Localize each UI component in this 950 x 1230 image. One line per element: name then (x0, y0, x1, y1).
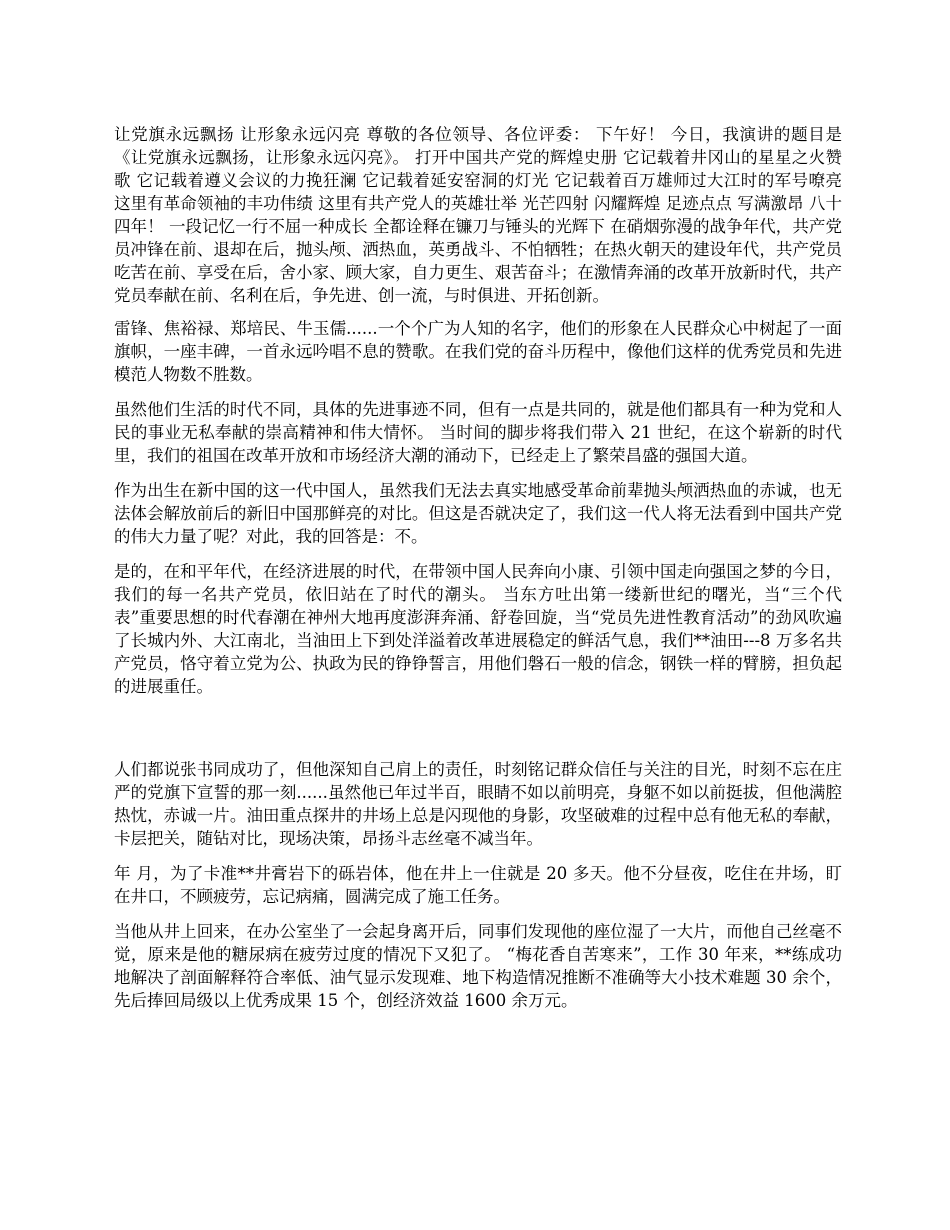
paragraph: 雷锋、焦裕禄、郑培民、牛玉儒......一个个广为人知的名字，他们的形象在人民群众心中树起了一面旗帜，一座丰碑，一首永远吟唱不息的赞歌。在我们党的奋斗历程中，像他们这样的优秀党员和先进模范人物数不胜数。 (114, 319, 842, 384)
paragraph: 虽然他们生活的时代不同，具体的先进事迹不同，但有一点是共同的，就是他们都具有一种为党和人民的事业无私奉献的崇高精神和伟大情怀。 当时间的脚步将我们带入 21 世纪，在这个崭新的时代里，我们的祖国在改革开放和市场经济大潮的涌动下，已经走上了繁荣昌盛的强国大道。 (114, 400, 842, 465)
document-body (114, 123, 842, 1024)
paragraph: 让党旗永远飘扬 让形象永远闪亮 尊敬的各位领导、各位评委： 下午好！ 今日，我演讲的题目是《让党旗永远飘扬，让形象永远闪亮》。 打开中国共产党的辉煌史册 它记载着井冈山的星星之火赞歌 它记载着遵义会议的力挽狂澜 它记载着延安窑洞的灯光 它记载着百万雄师过大江时的军号嘹亮 这里有革命领袖的丰功伟绩 这里有共产党人的英雄壮举 光芒四射 闪耀辉煌 足迹点点 写满激昂 八十四年！ 一段记忆一行不屈一种成长 全都诠释在镰刀与锤头的光辉下 在硝烟弥漫的战争年代，共产党员冲锋在前、退却在后，抛头颅、洒热血，英勇战斗、不怕牺牲；在热火朝天的建设年代，共产党员吃苦在前、享受在后，舍小家、顾大家，自力更生、艰苦奋斗；在激情奔涌的改革开放新时代，共产党员奉献在前、名利在后，争先进、创一流，与时俱进、开拓创新。 (114, 125, 842, 305)
paragraph: 人们都说张书同成功了，但他深知自己肩上的责任，时刻铭记群众信任与关注的目光，时刻不忘在庄严的党旗下宣誓的那一刻......虽然他已年过半百，眼睛不如以前明亮，身躯不如以前挺拔，但他满腔热忱，赤诚一片。油田重点探井的井场上总是闪现他的身影，攻坚破难的过程中总有他无私的奉献，卡层把关，随钻对比，现场决策，昂扬斗志丝毫不减当年。 (114, 760, 842, 848)
paragraph: 年 月，为了卡准**井膏岩下的砾岩体，他在井上一住就是 20 多天。他不分昼夜，吃住在井场，盯在井口，不顾疲劳，忘记病痛，圆满完成了施工任务。 (114, 864, 842, 906)
paragraph: 作为出生在新中国的这一代中国人，虽然我们无法去真实地感受革命前辈抛头颅洒热血的赤诚，也无法体会解放前后的新旧中国那鲜亮的对比。但这是否就决定了，我们这一代人将无法看到中国共产党的伟大力量了呢？对此，我的回答是：不。 (114, 481, 842, 546)
paragraph: 当他从井上回来，在办公室坐了一会起身离开后，同事们发现他的座位湿了一大片，而他自己丝毫不觉，原来是他的糖尿病在疲劳过度的情况下又犯了。 “梅花香自苦寒来”，工作 30 年来，**练成功地解决了剖面解释符合率低、油气显示发现难、地下构造情况推断不准确等大小技术难题 30 余个，先后捧回局级以上优秀成果 15 个，创经济效益 1600 余万元。 (114, 922, 842, 1010)
paragraph: 是的，在和平年代，在经济进展的时代，在带领中国人民奔向小康、引领中国走向强国之梦的今日，我们的每一名共产党员，依旧站在了时代的潮头。 当东方吐出第一缕新世纪的曙光，当“三个代表”重要思想的时代春潮在神州大地再度澎湃奔涌、舒卷回旋，当“党员先进性教育活动”的劲风吹遍了长城内外、大江南北，当油田上下到处洋溢着改革进展稳定的鲜活气息，我们**油田---8 万多名共产党员，恪守着立党为公、执政为民的铮铮誓言，用他们磐石一般的信念，钢铁一样的臂膀，担负起的进展重任。 (114, 562, 842, 696)
section-spacer (114, 710, 842, 758)
